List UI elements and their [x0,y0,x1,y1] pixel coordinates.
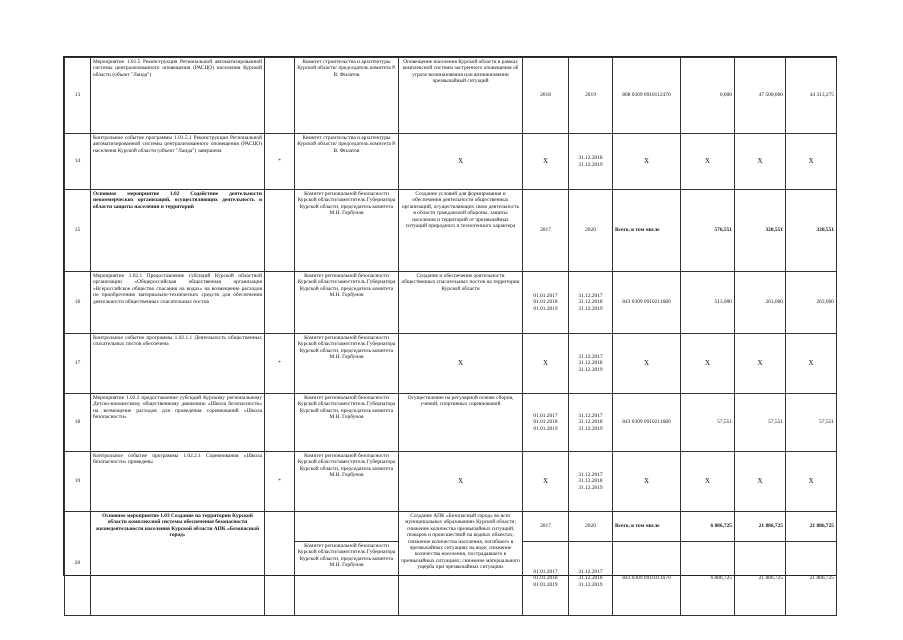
start-date: X [523,452,569,512]
budget-code: Всего, в том числе [613,190,681,272]
result-text: Осуществление на регулярной основе сборов, учений, спортивных соревнований [399,394,523,452]
start-date: 2018 [523,58,569,134]
budget-code: 843 0309 0910311670 [613,542,681,616]
start-date: X [523,334,569,394]
executor: Комитет региональной безопасности Курской области/заместитель Губернатора Курской области, председатель комитета М.Н. Горбунов [295,394,399,452]
event-name: Мероприятие 1.02.2 предоставление субсидий Курскому региональному Детско-юношескому общественному движению «Школа безопасности» на возмещение расходов для проведения соревнований «Школа безопасности» [91,394,265,452]
result-text: Создание и обеспечение деятельности общественных спасательных постов на территории Курской области [399,272,523,334]
result-text: X [399,334,523,394]
start-date: 01.01.2017 01.01.2018 01.01.2019 [523,542,569,616]
control-mark: * [265,452,295,512]
executor: Комитет строительства и архитектуры Курской области/ председатель комитета Р. В. Филатов [295,134,399,190]
control-mark [265,58,295,134]
row-number: 19 [65,452,91,512]
table-row [65,190,837,272]
amount-2: 21 886,725 [735,542,786,616]
row-number: 17 [65,334,91,394]
result-text: Оповещение населения Курской области в рамках комплексной системы экстренного оповещения об угрозе возникновения или возникновении чрезвычайный ситуаций [399,58,523,134]
budget-code: X [613,452,681,512]
amount-3: 21 886,725 [786,512,837,542]
executor: Комитет региональной безопасности Курской области/заместитель Губернатора Курской области, председатель комитета М.Н. Горбунов [295,452,399,512]
budget-code: 843 0309 0910211680 [613,272,681,334]
amount-1: 576,551 [681,190,735,272]
executor: Комитет региональной безопасности Курской области/заместитель Губернатора Курской области, председатель комитета М.Н. Горбунов [295,190,399,272]
control-mark: * [265,334,295,394]
budget-code: 808 0309 0910112470 [613,58,681,134]
budget-code: X [613,134,681,190]
result-text: X [399,134,523,190]
budget-code: X [613,334,681,394]
control-mark: * [265,134,295,190]
executor-empty [295,512,399,542]
row-number: 14 [65,134,91,190]
event-name: Мероприятие 1.02.1 Предоставление субсидий Курской областной организации «Общероссийская общественная организация «Всероссийское общество спасания на водах» на возмещение расходов по приобретению материально-технических средств для обеспечения деятельности общественных спасательных постов [91,272,265,334]
event-name: Основное мероприятие 1.02 Содействие деятельности некоммерческих организаций, осуществляющих деятельность в области защиты населения и территорий [91,190,265,272]
table-row [65,512,837,542]
amount-1: 0,000 [681,58,735,134]
row-number: 15 [65,190,91,272]
amount-2: 21 886,725 [735,512,786,542]
amount-3: 57,551 [786,394,837,452]
amount-3: 44 313,275 [786,58,837,134]
amount-2: X [735,452,786,512]
start-date: 01.01.2017 01.01.2018 01.01.2019 [523,394,569,452]
table-row [65,334,837,394]
end-date: 2020 [569,190,613,272]
event-name: Основное мероприятие 1.03 Создание на территории Курской области комплексной системы обеспечения безопасности жизнедеятельности населения Курской области АПК «Безопасный город» [91,512,265,616]
amount-3: 263,000 [786,272,837,334]
control-mark [265,512,295,616]
executor: Комитет региональной безопасности Курской области/заместитель Губернатора Курской области, председатель комитета М.Н. Горбунов [295,334,399,394]
amount-1: 57,551 [681,394,735,452]
executor: Комитет строительства и архитектуры Курской области/ председатель комитета Р. В. Филатов [295,58,399,134]
event-name: Контрольное событие программы 1.02.1.1 Деятельность общественных спасательных постов обеспечена [91,334,265,394]
amount-1: X [681,452,735,512]
result-text: X [399,452,523,512]
row-number: 18 [65,394,91,452]
control-mark [265,394,295,452]
table-row [65,134,837,190]
table-row [65,58,837,134]
end-date: 2020 [569,512,613,542]
end-date: 2019 [569,58,613,134]
amount-1: 6 886,725 [681,542,735,616]
end-date: 31.12.2017 31.12.2018 31.12.2019 [569,452,613,512]
amount-2: X [735,134,786,190]
budget-code: 843 0309 0910211680 [613,394,681,452]
executor: Комитет региональной безопасности Курской области/заместитель Губернатора Курской области, председатель комитета М.Н. Горбунов [295,542,399,616]
budget-code: Всего, в том числе [613,512,681,542]
end-date: 31.12.2017 31.12.2018 31.12.2019 [569,394,613,452]
amount-1: 513,000 [681,272,735,334]
amount-3: 320,551 [786,190,837,272]
amount-2: 47 500,000 [735,58,786,134]
amount-2: 57,551 [735,394,786,452]
end-date: 31.12.2017 31.12.2018 31.12.2019 [569,272,613,334]
program-table [64,57,837,616]
start-date: 2017 [523,512,569,542]
table-row [65,452,837,512]
amount-1: 6 886,725 [681,512,735,542]
amount-1: X [681,334,735,394]
table-row [65,272,837,334]
start-date: X [523,134,569,190]
end-date: 31.12.2017 31.12.2018 31.12.2019 [569,542,613,616]
result-text: Создание условий для формирования и обеспечения деятельности общественных организаций, осуществляющих свою деятельность в области гражданской обороны, защиты населения и территорий от чрезвычайных ситуаций природного и техногенного характера [399,190,523,272]
amount-3: 21 886,725 [786,542,837,616]
table-row [65,394,837,452]
amount-3: X [786,134,837,190]
row-number: 13 [65,58,91,134]
event-name: Контрольное событие программы 1.02.2.1 Соревнования «Школа безопасности» проведены [91,452,265,512]
executor: Комитет региональной безопасности Курской области/заместитель Губернатора Курской области, председатель комитета М.Н. Горбунов [295,272,399,334]
document-sheet [63,56,837,588]
amount-3: X [786,452,837,512]
event-name: Контрольное событие программы 1.01.5.1 Реконструкция Региональной автоматизированной системы централизованного оповещения (РАСЦО) населения Курской области (объект "Ланда") завершена [91,134,265,190]
control-mark [265,272,295,334]
amount-2: X [735,334,786,394]
event-name: Мероприятие 1.01.5 Реконструкция Региональной автоматизированной системы централизованного оповещения (РАСЦО) населения Курской области (объект "Ланда") [91,58,265,134]
row-number: 16 [65,272,91,334]
start-date: 01.01.2017 01.01.2018 01.01.2019 [523,272,569,334]
start-date: 2017 [523,190,569,272]
end-date: 31.12.2018 31.12.2019 [569,134,613,190]
amount-2: 320,551 [735,190,786,272]
end-date: 31.12.2017 31.12.2018 31.12.2019 [569,334,613,394]
amount-1: X [681,134,735,190]
result-text: Создание АПК «Безопасный город» во всех муниципальных образованиях Курской области; снижение количества чрезвычайных ситуаций, пожаров и происшествий на водных объектах; снижение количества населения, погибшего в чрезвычайных ситуациях на воде; снижение количества населения, пострадавшего в чрезвычайных ситуациях; снижение материального ущерба при чрезвычайных ситуациях [399,512,523,616]
control-mark [265,190,295,272]
amount-3: X [786,334,837,394]
row-number: 20 [65,512,91,616]
amount-2: 263,000 [735,272,786,334]
